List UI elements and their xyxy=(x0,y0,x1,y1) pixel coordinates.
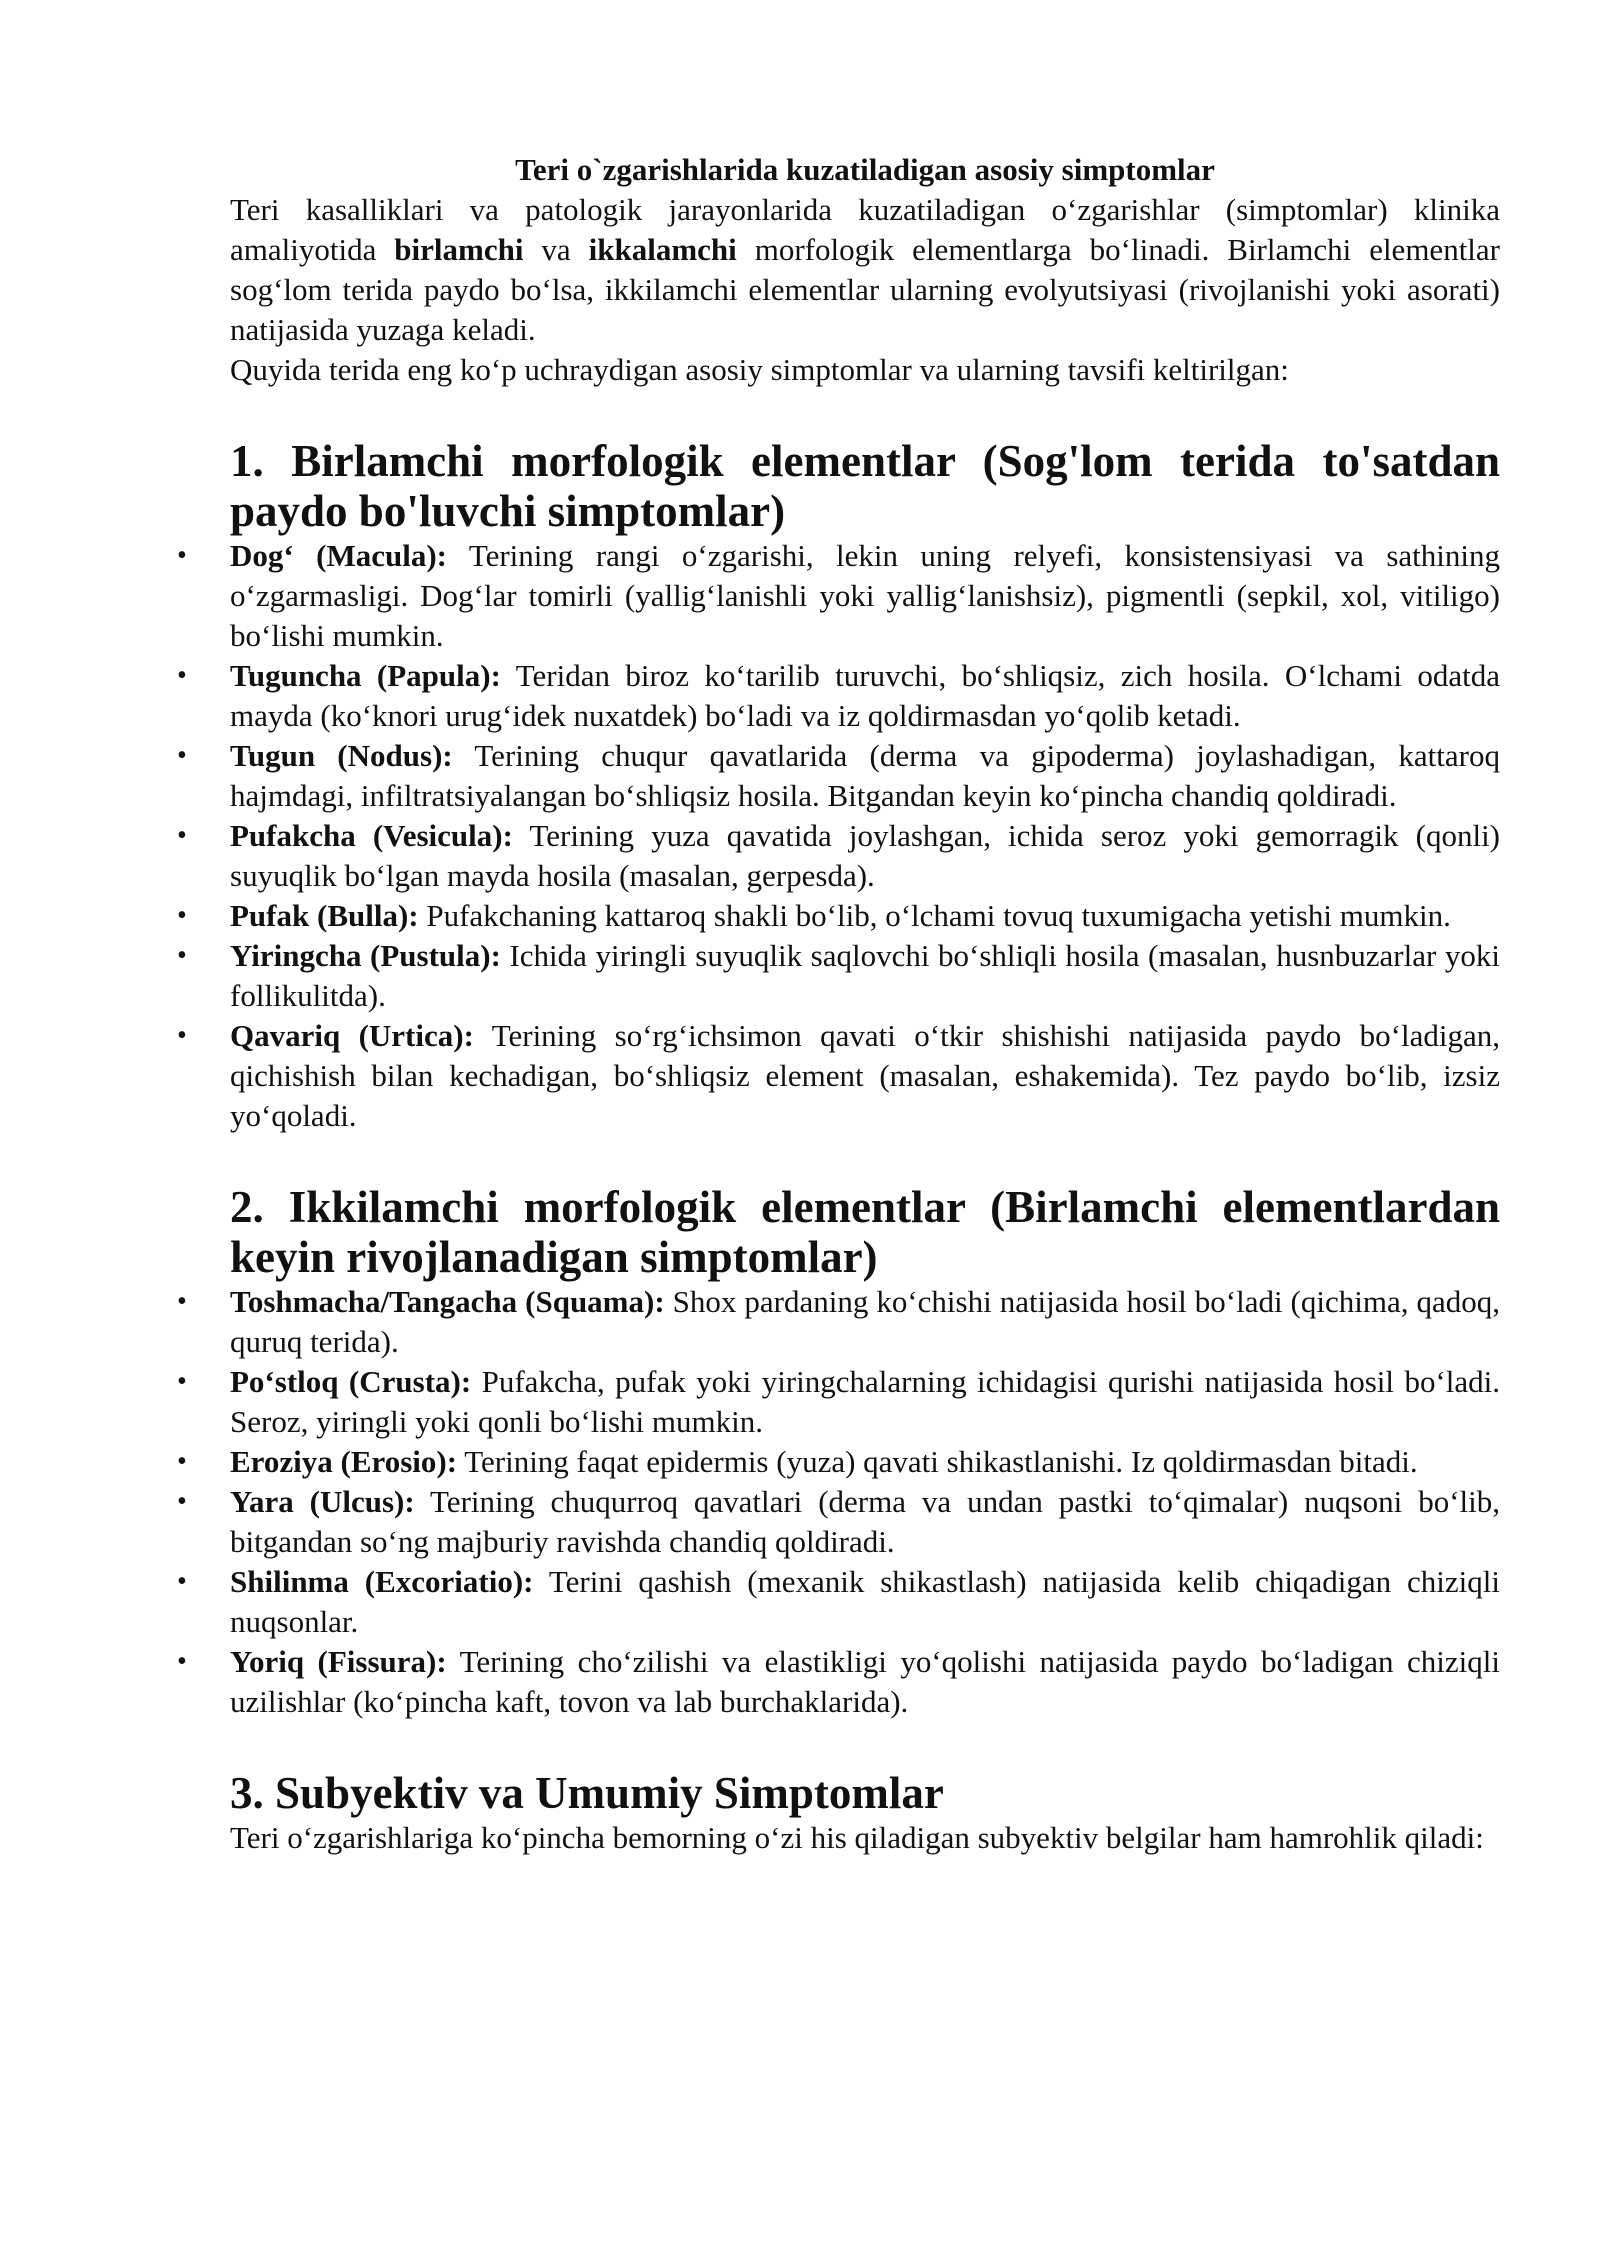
list-item-term: Shilinma (Excoriatio): xyxy=(230,1564,534,1599)
list-item-text: Terining rangi o‘zgarishi, lekin uning relyefi, konsistensiyasi va sathining o‘zgarmasligi. Dog‘lar tomirli (yallig‘lanishli yoki yallig‘lanishsiz), pigmentli (sepkil, xol, vitiligo) bo‘lishi mumkin. xyxy=(230,538,1500,653)
list-item xyxy=(230,1282,1500,1362)
document-title: Teri o`zgarishlarida kuzatiladigan asosiy simptomlar xyxy=(515,152,1215,187)
list-item xyxy=(230,1482,1500,1562)
section-3-paragraph: Teri o‘zgarishlariga ko‘pincha bemorning o‘zi his qiladigan subyektiv belgilar ham hamrohlik qiladi: xyxy=(230,1820,1484,1855)
list-item xyxy=(230,896,1500,936)
list-item-text: Terining yuza qavatida joylashgan, ichida seroz yoki gemorragik (qonli) suyuqlik bo‘lgan mayda hosila (masalan, gerpesda). xyxy=(230,818,1501,893)
list-item-term: Toshmacha/Tangacha (Squama): xyxy=(230,1284,665,1319)
list-item xyxy=(230,1362,1500,1442)
list-item-text: Terining faqat epidermis (yuza) qavati shikastlanishi. Iz qoldirmasdan bitadi. xyxy=(457,1444,1418,1479)
intro-paragraph xyxy=(230,190,1500,350)
intro-text-c: va xyxy=(523,232,589,267)
intro-text-d: morfologik elementlarga bo‘linadi. Birlamchi elementlar sog‘lom terida paydo bo‘lsa, ikkilamchi elementlar ularning evolyutsiyasi (rivojlanishi yoki asorati) natijasida yuzaga keladi. xyxy=(230,232,1501,347)
list-item xyxy=(230,1442,1500,1482)
section-3-heading: 3. Subyektiv va Umumiy Simptomlar xyxy=(230,1768,944,1818)
list-item-term: Tugun (Nodus): xyxy=(230,738,453,773)
list-item-term: Pufak (Bulla): xyxy=(230,898,419,933)
list-item-text: Shox pardaning ko‘chishi natijasida hosil bo‘ladi (qichima, qadoq, quruq terida). xyxy=(230,1284,1500,1359)
list-item-term: Dog‘ (Macula): xyxy=(230,538,447,573)
section-1-list xyxy=(230,536,1500,1136)
list-item-text: Terining cho‘zilishi va elastikligi yo‘qolishi natijasida paydo bo‘ladigan chiziqli uzilishlar (ko‘pincha kaft, tovon va lab burchaklarida). xyxy=(230,1644,1500,1719)
list-item-text: Terini qashish (mexanik shikastlash) natijasida kelib chiqadigan chiziqli nuqsonlar. xyxy=(230,1564,1500,1639)
intro-term-birlamchi: birlamchi xyxy=(394,232,524,267)
list-item xyxy=(230,1562,1500,1642)
list-item xyxy=(230,1016,1500,1136)
list-item-term: Eroziya (Erosio): xyxy=(230,1444,458,1479)
list-item-text: Teridan biroz ko‘tarilib turuvchi, bo‘shliqsiz, zich hosila. O‘lchami odatda mayda (ko‘knori urug‘idek nuxatdek) bo‘ladi va iz qoldirmasdan yo‘qolib ketadi. xyxy=(230,658,1500,733)
list-item-text: Ichida yiringli suyuqlik saqlovchi bo‘shliqli hosila (masalan, husnbuzarlar yoki follikulitda). xyxy=(230,938,1500,1013)
section-2-list xyxy=(230,1282,1500,1722)
list-item xyxy=(230,816,1500,896)
list-item-term: Yoriq (Fissura): xyxy=(230,1644,447,1679)
list-item xyxy=(230,736,1500,816)
list-item-term: Po‘stloq (Crusta): xyxy=(230,1364,472,1399)
section-2-heading: 2. Ikkilamchi morfologik elementlar (Birlamchi elementlardan keyin rivojlanadigan simptomlar) xyxy=(230,1182,1500,1282)
list-item xyxy=(230,656,1500,736)
list-item-text: Pufakchaning kattaroq shakli bo‘lib, o‘lchami tovuq tuxumigacha yetishi mumkin. xyxy=(418,898,1451,933)
list-item-term: Yara (Ulcus): xyxy=(230,1484,415,1519)
intro-term-ikkalamchi: ikkalamchi xyxy=(588,232,737,267)
list-item xyxy=(230,1642,1500,1722)
intro-lead-paragraph: Quyida terida eng ko‘p uchraydigan asosiy simptomlar va ularning tavsifi keltirilgan: xyxy=(230,352,1289,387)
list-item-term: Tuguncha (Papula): xyxy=(230,658,501,693)
document-page xyxy=(230,150,1500,1858)
list-item-text: Terining chuqurroq qavatlari (derma va undan pastki to‘qimalar) nuqsoni bo‘lib, bitgandan so‘ng majburiy ravishda chandiq qoldiradi. xyxy=(230,1484,1501,1559)
list-item-term: Yiringcha (Pustula): xyxy=(230,938,501,973)
list-item-text: Terining so‘rg‘ichsimon qavati o‘tkir shishishi natijasida paydo bo‘ladigan, qichishish bilan kechadigan, bo‘shliqsiz element (masalan, eshakemida). Tez paydo bo‘lib, izsiz yo‘qoladi. xyxy=(230,1018,1500,1133)
list-item xyxy=(230,536,1500,656)
list-item-text: Terining chuqur qavatlarida (derma va gipoderma) joylashadigan, kattaroq hajmdagi, infiltratsiyalangan bo‘shliqsiz hosila. Bitgandan keyin ko‘pincha chandiq qoldiradi. xyxy=(230,738,1500,813)
list-item xyxy=(230,936,1500,1016)
list-item-text: Pufakcha, pufak yoki yiringchalarning ichidagisi qurishi natijasida hosil bo‘ladi. Seroz, yiringli yoki qonli bo‘lishi mumkin. xyxy=(230,1364,1501,1439)
list-item-term: Pufakcha (Vesicula): xyxy=(230,818,513,853)
section-1-heading: 1. Birlamchi morfologik elementlar (Sog'lom terida to'satdan paydo bo'luvchi simptomlar) xyxy=(230,436,1500,536)
intro-text-a: Teri kasalliklari va patologik jarayonlarida kuzatiladigan o‘zgarishlar (simptomlar) klinika amaliyotida xyxy=(230,192,1500,267)
list-item-term: Qavariq (Urtica): xyxy=(230,1018,474,1053)
